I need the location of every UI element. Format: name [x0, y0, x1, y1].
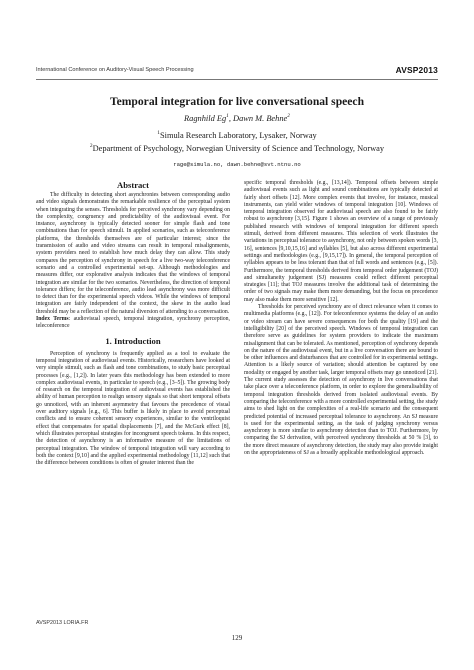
footer-left: AVSP2013 LORIA.FR: [36, 620, 89, 626]
author-1-affil: 1: [226, 113, 229, 119]
author-1: Ragnhild Eg: [184, 113, 227, 123]
intro-heading: 1. Introduction: [105, 335, 161, 346]
abstract-text: The difficulty in detecting short asynchronies between corresponding audio and video signals demonstrates the remarkable resilience of the perceptual system when integrating the senses. Thresholds for perceived synchrony vary depending on the complexity, congruency and predictability of the audiovisual event. For instance, asynchrony is typically detected sooner for simple flash and tone combinations than for speech stimuli. In applied scenarios, such as teleconference platforms, the thresholds themselves are of particular interest; since the transmission of audio and video streams can result in temporal misalignments, system providers need to establish how much delay they can allow. This study compares the perception of synchrony in speech for a live two-way teleconference scenario and a controlled experimental set-up. Although methodologies and measures differ, our explorative analysis indicates that the windows of temporal integration are similar for the two scenarios. Nevertheless, the direction of temporal tolerance differs; for the teleconference, audio lead asynchrony was more difficult to detect than for the experimental speech videos. While the windows of temporal integration are fairly independent of the context, the skew in the audio lead threshold may be a reflection of the natural diversion of attending to a conversation.: [36, 192, 230, 315]
author-line: [0, 113, 474, 123]
running-header: [36, 67, 438, 80]
author-emails: rage@simula.no, dawn.behne@svt.ntnu.no: [173, 161, 301, 168]
right-column: [244, 180, 438, 457]
affiliation-2-text: Department of Psychology, Norwegian University of Science and Technology, Norway: [92, 143, 385, 153]
affiliation-2: [0, 141, 474, 154]
affiliation-1: [0, 128, 474, 141]
avsp-logo: AVSP2013: [395, 65, 438, 75]
page-number: 129: [231, 634, 243, 642]
author-2-affil: 2: [287, 113, 290, 119]
index-terms-text: : audiovisual speech, temporal integration, synchrony perception, teleconference: [36, 316, 230, 330]
intro-paragraph: Perception of synchrony is frequently applied as a tool to evaluate the temporal integration of audiovisual events. Historically, researchers have looked at very simple stimuli, such as flash and tone combinations, to study basic perceptual processes [e.g., [1,2]). In later years this methodology has been extended to more complex audiovisual events, in particular to speech (e.g., [3–5]). The growing body of research on the temporal integration of audiovisual events has established the ability of human perception to realign sensory signals so that short temporal offsets go unnoticed, with an inherent asymmetry that favours the precedence of visual over auditory signals [e.g., 6]. This buffer is likely in place to avoid perceptual conflicts and to ensure coherent sensory experiences, similar to the ventriloquist effect that compensates for spatial displacements [7], and the McGurk effect [8], which illustrates perceptual strategies for incongruent speech tokens. In this respect, the detection of asynchrony is an informative measure of the limitations of perceptual integration. The window of temporal integration will vary according to both the context [9,10] and the applied experimental methodology [11,12] such that the difference between conditions is often of greater interest than the: [36, 350, 230, 467]
right-paragraph-2: Thresholds for perceived synchrony are of direct relevance when it comes to multimedia platforms (e.g., [12]). For teleconference systems the delay of an audio or video stream can have severe consequences for both the quality [19] and the intelligibility [20] of the perceived speech. Windows of temporal integration can therefore serve as guidelines for system providers to indicate the maximum misalignment that can be tolerated. As mentioned, perception of synchrony depends on the nature of the audiovisual event, but in a live conversation there are bound to be other influences and disturbances that are controlled for in experimental settings. Attention is a likely source of variation; should attention be captured by one modality or engaged by another task, larger temporal offsets may go unnoticed [21]. The current study assesses the detection of asynchrony in live conversations that take place over a teleconference platform, in order to explore the generalisability of temporal integration thresholds derived from isolated audiovisual events. By comparing the teleconference with a more controlled experimental setting, the study aims to shed light on the complexities of a real-life scenario and the consequent predicted potential of increased perceptual tolerance to asynchrony. An SJ measure is used for the experimental setting, as the task of judging synchrony versus asynchrony is more similar to asynchrony detection than to TOJ. Furthermore, by comparing the SJ derivation, with perceived synchrony thresholds at 50 % [3], to the more direct measure of asynchrony detection, the study may also provide insight on the appropriateness of SJ as a broadly applicable methodological approach.: [244, 304, 439, 456]
right-paragraph-1: specific temporal thresholds (e.g., [13,14]). Temporal offsets between simple audiovisual events such as light and sound combinations are typically detected at fairly short offsets [12]. More complex events that involve, for instance, musical instruments, can yield wider windows of temporal integration [10]. Windows of temporal integration observed for audiovisual speech are also found to be fairly robust to asynchrony [3,15]. Figure 1 shows an overview of a range of previously published research with windows of temporal integration for different speech stimuli, derived from different measures. This selection of work illustrates the variations in perceptual tolerance to asynchrony, not only between spoken words [3, 16], sentences [9,10,15,16] and syllables [5], but also across different experimental settings and methodologies (e.g., [9,15,17]). In general, the temporal perception of syllables appears to be less tolerant than that of full words and sentences (e.g., [5]). Furthermore, the temporal thresholds derived from temporal order judgement (TOJ) and simultaneity judgement (SJ) measures could reflect different perceptual strategies [11]; that TOJ measures involve the additional task of determining the order of two signals may make them more demanding, but the focus on precedence may also make them more sensitive [12].: [244, 180, 438, 303]
paper-title: Temporal integration for live conversational speech: [109, 95, 365, 108]
index-terms: [36, 316, 230, 331]
abstract-heading: Abstract: [117, 180, 149, 190]
conference-name: International Conference on Auditory-Visual Speech Processing: [36, 67, 194, 73]
left-column: [36, 178, 230, 467]
affiliation-2-mark: 2: [89, 143, 93, 149]
affiliation-1-mark: 1: [157, 130, 160, 136]
author-2: , Dawn M. Behne: [228, 113, 288, 123]
affiliation-1-text: Simula Research Laboratory, Lysaker, Norway: [159, 130, 317, 140]
index-terms-label: Index Terms: [36, 316, 69, 323]
